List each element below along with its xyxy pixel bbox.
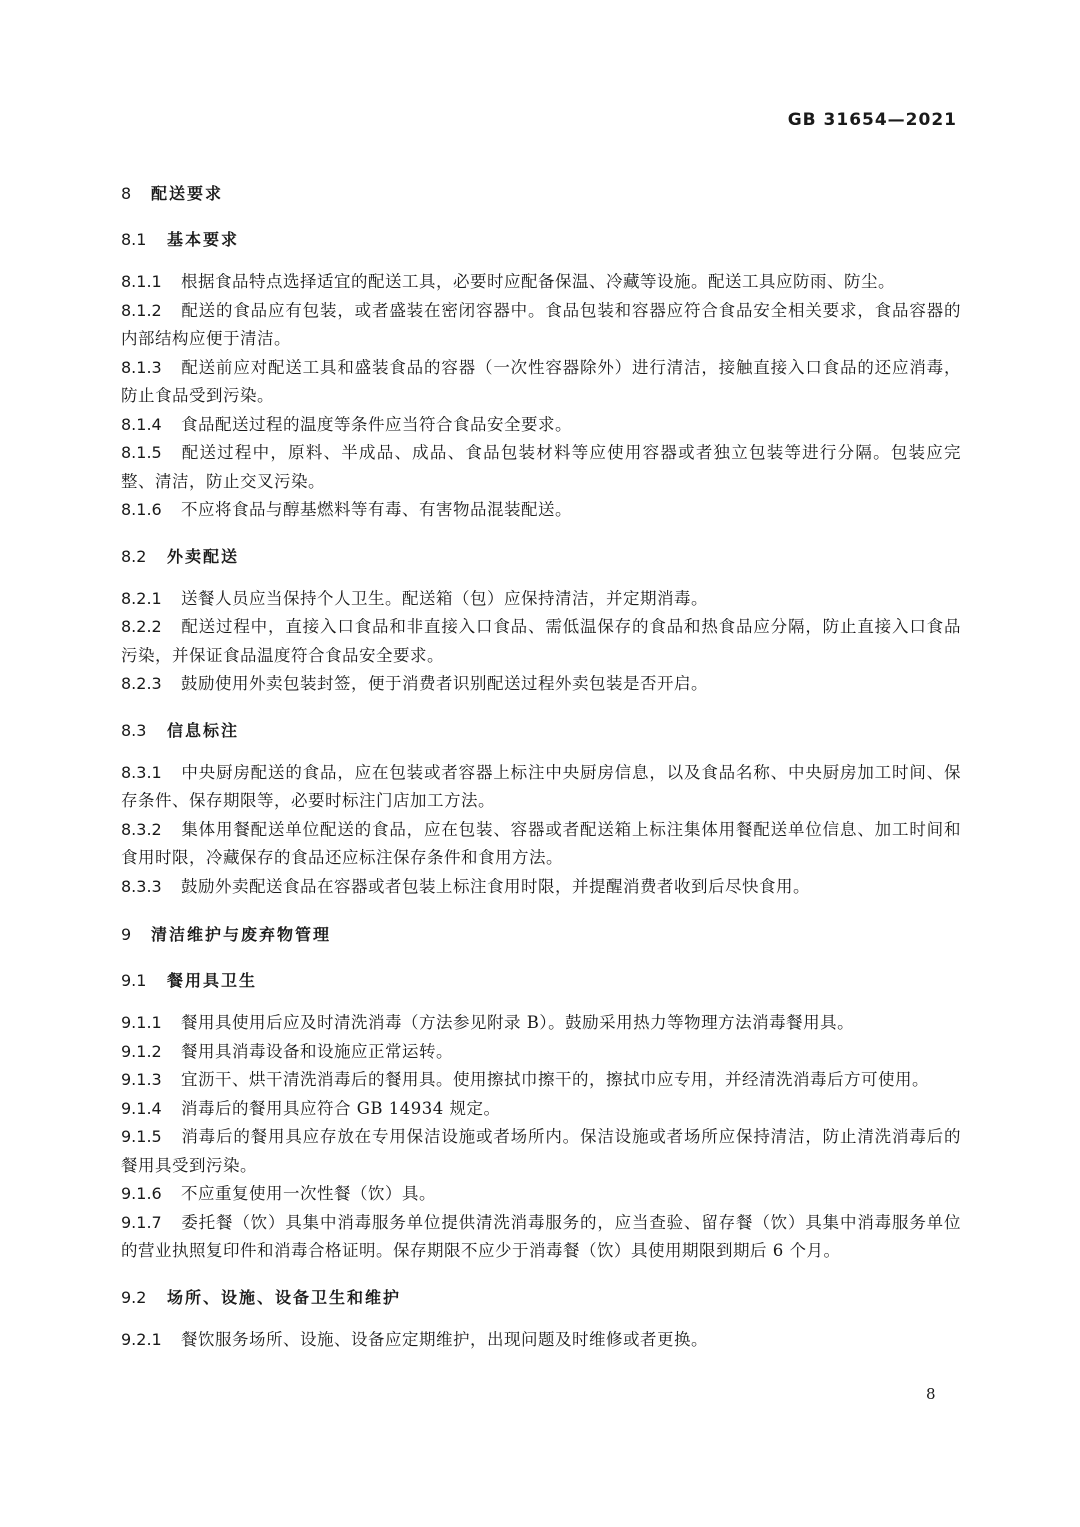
section-heading: 8 配送要求: [121, 184, 224, 203]
subsection-heading: 8.1 基本要求: [121, 230, 240, 249]
subsection-heading: 8.3 信息标注: [121, 720, 240, 740]
clause-paragraph: 8.1.5 配送过程中，原料、半成品、成品、食品包装材料等应使用容器或者独立包装等进行分隔。包装应完整、清洁，防止交叉污染。: [121, 443, 961, 491]
clause-paragraph: 8.1.4 食品配送过程的温度等条件应当符合食品安全要求。: [121, 414, 572, 434]
clause-paragraph: 8.2.3 鼓励使用外卖包装封签，便于消费者识别配送过程外卖包装是否开启。: [121, 674, 708, 693]
clause-paragraph: 9.1.1 餐用具使用后应及时清洗消毒（方法参见附录 B）。鼓励采用热力等物理方法消毒餐用具。: [121, 1013, 855, 1032]
clause-paragraph: 8.1.3 配送前应对配送工具和盛装食品的容器（一次性容器除外）进行清洁，接触直接入口食品的还应消毒，防止食品受到污染。: [121, 357, 961, 405]
clause-paragraph: 9.1.6 不应重复使用一次性餐（饮）具。: [121, 1184, 436, 1203]
subsection-heading: 9.1 餐用具卫生: [121, 971, 258, 990]
clause-paragraph: 8.1.1 根据食品特点选择适宜的配送工具，必要时应配备保温、冷藏等设施。配送工具应防雨、防尘。: [121, 272, 895, 291]
subsection-heading: 8.2 外卖配送: [121, 546, 240, 566]
clause-paragraph: 9.1.3 宜沥干、烘干清洗消毒后的餐用具。使用擦拭巾擦干的，擦拭巾应专用，并经清洗消毒后方可使用。: [121, 1070, 929, 1089]
clause-paragraph: 9.1.5 消毒后的餐用具应存放在专用保洁设施或者场所内。保洁设施或者场所应保持清洁，防止清洗消毒后的餐用具受到污染。: [121, 1127, 961, 1175]
clause-paragraph: 8.3.3 鼓励外卖配送食品在容器或者包装上标注食用时限，并提醒消费者收到后尽快食用。: [121, 876, 810, 896]
standard-number: GB 31654—2021: [787, 110, 957, 130]
clause-paragraph: 8.2.1 送餐人员应当保持个人卫生。配送箱（包）应保持清洁，并定期消毒。: [121, 588, 708, 608]
clause-paragraph: 8.2.2 配送过程中，直接入口食品和非直接入口食品、需低温保存的食品和热食品应分隔，防止直接入口食品污染，并保证食品温度符合食品安全要求。: [121, 617, 961, 665]
section-heading: 9 清洁维护与废弃物管理: [121, 925, 332, 944]
page-number: 8: [926, 1385, 936, 1403]
clause-paragraph: 8.3.2 集体用餐配送单位配送的食品，应在包装、容器或者配送箱上标注集体用餐配送单位信息、加工时间和食用时限，冷藏保存的食品还应标注保存条件和食用方法。: [121, 819, 961, 867]
clause-paragraph: 9.1.7 委托餐（饮）具集中消毒服务单位提供清洗消毒服务的，应当查验、留存餐（饮）具集中消毒服务单位的营业执照复印件和消毒合格证明。保存期限不应少于消毒餐（饮）具使用期限到期后 6 个月。: [121, 1212, 961, 1260]
clause-paragraph: 8.1.6 不应将食品与醇基燃料等有毒、有害物品混装配送。: [121, 500, 572, 519]
clause-paragraph: 9.2.1 餐饮服务场所、设施、设备应定期维护，出现问题及时维修或者更换。: [121, 1329, 708, 1349]
subsection-heading: 9.2 场所、设施、设备卫生和维护: [121, 1287, 402, 1307]
clause-paragraph: 8.1.2 配送的食品应有包装，或者盛装在密闭容器中。食品包装和容器应符合食品安全相关要求，食品容器的内部结构应便于清洁。: [121, 300, 961, 348]
clause-paragraph: 9.1.4 消毒后的餐用具应符合 GB 14934 规定。: [121, 1098, 501, 1118]
clause-paragraph: 8.3.1 中央厨房配送的食品，应在包装或者容器上标注中央厨房信息，以及食品名称、中央厨房加工时间、保存条件、保存期限等，必要时标注门店加工方法。: [121, 762, 961, 810]
clause-paragraph: 9.1.2 餐用具消毒设备和设施应正常运转。: [121, 1041, 453, 1061]
document-body: [121, 180, 961, 1354]
